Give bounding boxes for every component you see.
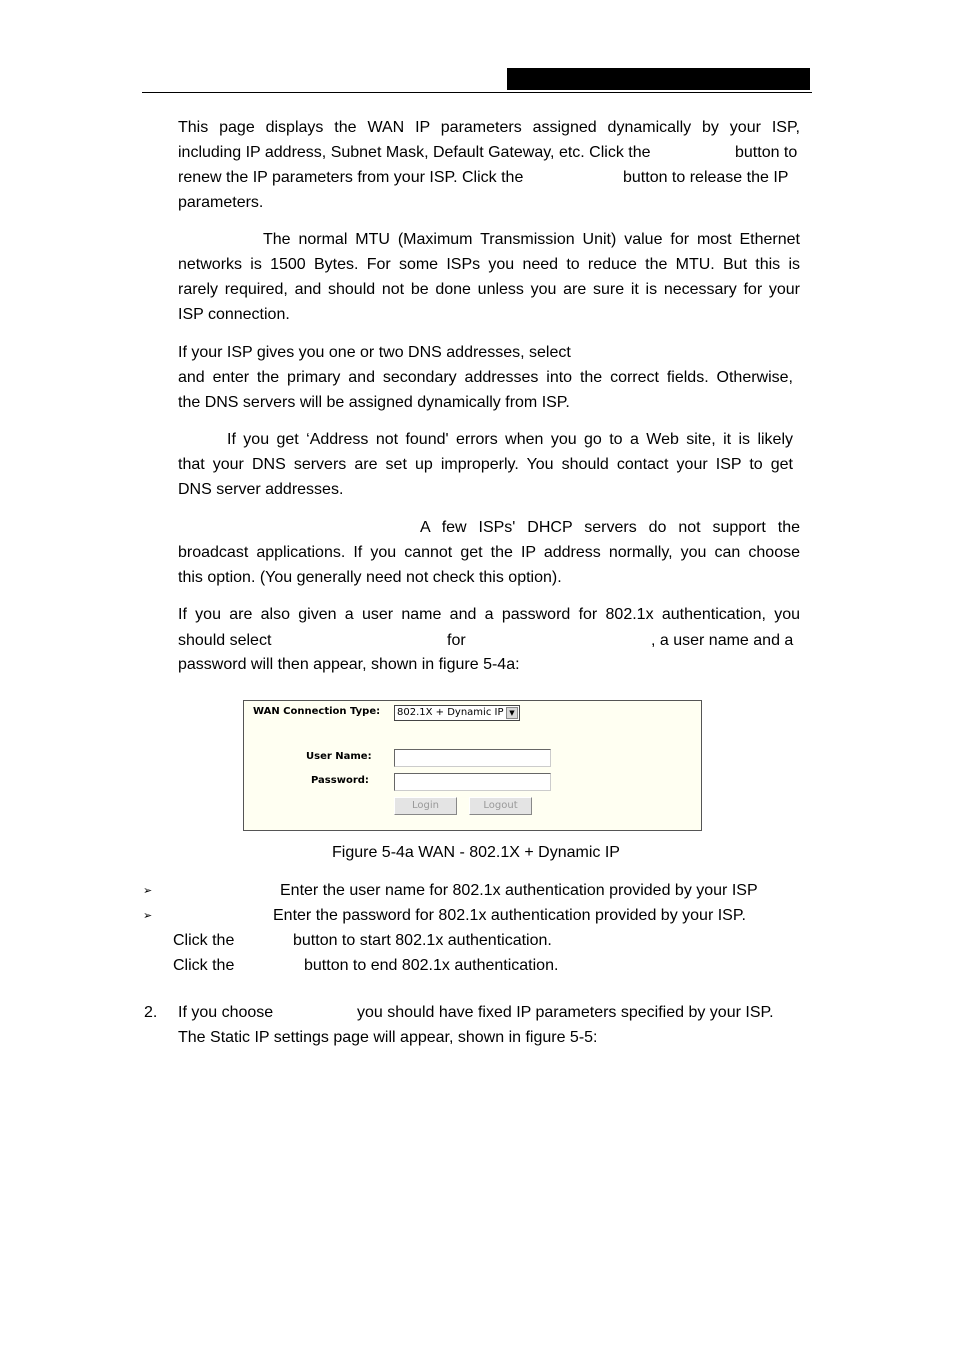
- logout-button[interactable]: Logout: [469, 797, 532, 815]
- figure-caption: Figure 5-4a WAN - 802.1X + Dynamic IP: [332, 844, 620, 861]
- para5-line1: A few ISPs' DHCP servers do not support the: [420, 519, 800, 536]
- para4-line2: that your DNS servers are set up improperly. You should contact your ISP to get: [178, 456, 793, 473]
- login-instruction-post: button to start 802.1x authentication.: [293, 932, 552, 949]
- para1-line1: This page displays the WAN IP parameters assigned dynamically by your ISP,: [178, 119, 800, 136]
- bullet-marker: ➢: [143, 884, 153, 897]
- bullet-marker: ➢: [143, 909, 153, 922]
- para2-line4: ISP connection.: [178, 306, 290, 323]
- wan-connection-type-select[interactable]: [394, 705, 520, 721]
- user-name-label: User Name:: [306, 751, 372, 762]
- para5-line3: this option. (You generally need not check this option).: [178, 569, 562, 586]
- para3-line2: and enter the primary and secondary addresses into the correct fields. Otherwise,: [178, 369, 793, 386]
- step2-text-pre: If you choose: [178, 1004, 274, 1021]
- password-input[interactable]: [394, 773, 551, 791]
- bullet-user-name: Enter the user name for 802.1x authentication provided by your ISP: [280, 882, 758, 899]
- figure-5-4a: [243, 700, 702, 831]
- para1-line2-end: button to: [735, 144, 798, 161]
- wan-connection-type-label: WAN Connection Type:: [253, 706, 381, 717]
- para6-line1: If you are also given a user name and a password for 802.1x authentication, you: [178, 606, 800, 623]
- para6-line2-c: , a user name and a: [651, 632, 794, 649]
- password-label: Password:: [311, 775, 369, 786]
- para1-line3: renew the IP parameters from your ISP. Click the: [178, 169, 524, 186]
- para1-line4: parameters.: [178, 194, 264, 211]
- para2-line1: The normal MTU (Maximum Transmission Unit) value for most Ethernet: [263, 231, 800, 248]
- para6-line3: password will then appear, shown in figure 5-4a:: [178, 656, 520, 673]
- para2-line3: rarely required, and should not be done unless you are sure it is necessary for your: [178, 281, 800, 298]
- para3-line3: the DNS servers will be assigned dynamically from ISP.: [178, 394, 570, 411]
- login-instruction-pre: Click the: [173, 932, 235, 949]
- para4-line3: DNS server addresses.: [178, 481, 344, 498]
- step2-line2: The Static IP settings page will appear, shown in figure 5-5:: [178, 1029, 598, 1046]
- dropdown-arrow-icon[interactable]: ▼: [506, 707, 518, 719]
- para1-line3-end: button to release the IP: [623, 169, 789, 186]
- login-button[interactable]: Login: [394, 797, 457, 815]
- para2-line2: networks is 1500 Bytes. For some ISPs you need to reduce the MTU. But this is: [178, 256, 800, 273]
- user-name-input[interactable]: [394, 749, 551, 767]
- para3-line1: If your ISP gives you one or two DNS addresses, select: [178, 344, 571, 361]
- header-rule: [142, 92, 812, 93]
- logout-instruction-post: button to end 802.1x authentication.: [304, 957, 559, 974]
- step2-text-post: you should have fixed IP parameters specified by your ISP.: [357, 1004, 774, 1021]
- para4-line1: If you get ‘Address not found' errors when you go to a Web site, it is likely: [227, 431, 793, 448]
- logout-instruction-pre: Click the: [173, 957, 235, 974]
- step-number: 2.: [144, 1004, 158, 1021]
- para1-line2: including IP address, Subnet Mask, Default Gateway, etc. Click the: [178, 144, 651, 161]
- wan-connection-type-value: 802.1X + Dynamic IP: [397, 707, 504, 718]
- bullet-password: Enter the password for 802.1x authentication provided by your ISP.: [273, 907, 746, 924]
- para6-line2-a: should select: [178, 632, 272, 649]
- para5-line2: broadcast applications. If you cannot get the IP address normally, you can choose: [178, 544, 800, 561]
- para6-line2-b: for: [447, 632, 466, 649]
- header-bar: [507, 68, 810, 90]
